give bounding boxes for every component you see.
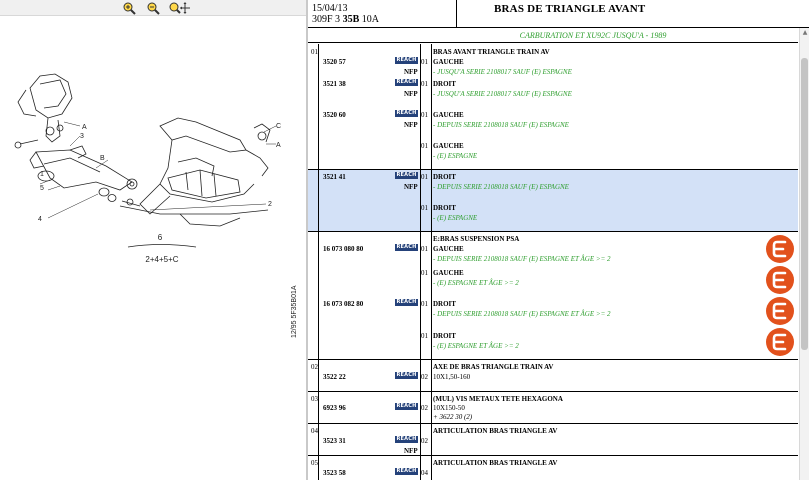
page-header — [308, 0, 809, 28]
nfp-label: NFP — [404, 447, 418, 455]
reach-button[interactable]: REACH — [396, 57, 417, 63]
table-row-selected[interactable]: 3521 41 REACH NFP 01 DROIT - DEPUIS SERIE 2108018 SAUF (E) ESPAGNE 01 DROIT - (E) ESPAGNE — [308, 170, 798, 232]
reach-button[interactable]: REACH — [396, 436, 417, 442]
callout-label: 2 — [268, 201, 272, 208]
zoom-toolbar — [0, 0, 306, 16]
group-title: ARTICULATION BRAS TRIANGLE AV — [433, 427, 558, 435]
reach-button[interactable]: REACH — [396, 172, 417, 178]
table-row: 01 BRAS AVANT TRIANGLE TRAIN AV 3520 57 REACH NFP 01 GAUCHE - JUSQU'A SERIE 2108017 SAUF (E) ESPAGNE 3521 38 REACH NFP 01 DROIT - JUSQU'A SERIE 2108017 SAUF (E) ESPAGNE 3520 60 REACH NFP 01 GAUCHE - DEPUIS SERIE 2108018 SAUF (E) ESPAGNE 01 GAUCHE - (E) ESPAGNE — [308, 44, 798, 170]
reach-button[interactable]: REACH — [396, 403, 417, 409]
header-date: 15/04/13 — [312, 3, 348, 14]
part-ref[interactable]: 16 073 082 80 — [323, 300, 364, 308]
header-code: 309F 3 35B 10A — [312, 14, 379, 25]
reach-button[interactable]: REACH — [396, 110, 417, 116]
part-ref[interactable]: 3523 58 — [323, 469, 346, 477]
nfp-label: NFP — [404, 90, 418, 98]
callout-label: A — [82, 124, 87, 131]
e-catalog-icon[interactable] — [766, 297, 794, 325]
zoom-in-icon[interactable] — [122, 1, 138, 15]
table-row: 05 ARTICULATION BRAS TRIANGLE AV 3523 58 REACH 04 — [308, 456, 798, 480]
e-catalog-icon[interactable] — [766, 235, 794, 263]
part-ref[interactable]: 3521 41 — [323, 173, 346, 181]
legend-number: 6 — [157, 233, 163, 242]
diagram-pane — [0, 0, 308, 480]
reach-button[interactable]: REACH — [396, 244, 417, 250]
table-row: E:BRAS SUSPENSION PSA 16 073 080 80 REACH 01 GAUCHE - DEPUIS SERIE 2108018 SAUF (E) ESPAGNE ET ÂGE >= 2 01 GAUCHE - (E) ESPAGNE ET ÂGE >= 2 16 073 082 80 REACH 01 DROIT - DEPUIS SERIE 2108018 SAUF (E) ESPAGNE ET ÂGE >= 2 01 DROIT - (E) ESPAGNE ET ÂGE >= 2 — [308, 232, 798, 360]
group-title: AXE DE BRAS TRIANGLE TRAIN AV — [433, 363, 554, 371]
group-title: BRAS AVANT TRIANGLE TRAIN AV — [433, 48, 550, 56]
nfp-label: NFP — [404, 68, 418, 76]
diagram-code: 12/95 5F35B01A — [291, 285, 298, 338]
callout-label: B — [100, 155, 105, 162]
group-title: (MUL) VIS METAUX TETE HEXAGONA — [433, 395, 563, 403]
nfp-label: NFP — [404, 121, 418, 129]
reach-button[interactable]: REACH — [396, 79, 417, 85]
legend-formula: 2+4+5+C — [145, 255, 179, 264]
vertical-scrollbar[interactable] — [799, 28, 809, 480]
page-title: BRAS DE TRIANGLE AVANT — [494, 3, 646, 15]
part-ref[interactable]: 3520 57 — [323, 58, 346, 66]
group-title: ARTICULATION BRAS TRIANGLE AV — [433, 459, 558, 467]
part-ref[interactable]: 6923 96 — [323, 404, 346, 412]
table-row: 03 (MUL) VIS METAUX TETE HEXAGONA 6923 96 REACH 02 10X150-50 + 3622 30 (2) — [308, 392, 798, 424]
table-row: 02 AXE DE BRAS TRIANGLE TRAIN AV 3522 22 REACH 02 10X1,50-160 — [308, 360, 798, 392]
nfp-label: NFP — [404, 183, 418, 191]
callout-label: 5 — [40, 185, 44, 192]
part-ref[interactable]: 3521 38 — [323, 80, 346, 88]
table-row: 04 ARTICULATION BRAS TRIANGLE AV 3523 31 REACH NFP 02 — [308, 424, 798, 456]
part-ref[interactable]: 16 073 080 80 — [323, 245, 364, 253]
part-ref[interactable]: 3520 60 — [323, 111, 346, 119]
callout-label: 1 — [40, 171, 44, 178]
callout-label: C — [276, 123, 282, 130]
section-subtitle: CARBURATION ET XU92C JUSQU'A - 1989 — [308, 29, 798, 43]
reach-button[interactable]: REACH — [396, 468, 417, 474]
reach-button[interactable]: REACH — [396, 372, 417, 378]
zoom-pan-icon[interactable] — [168, 1, 190, 15]
callout-label: A — [276, 142, 281, 149]
header-separator — [456, 0, 457, 28]
group-title: E:BRAS SUSPENSION PSA — [433, 235, 520, 243]
e-catalog-icon[interactable] — [766, 328, 794, 356]
reach-button[interactable]: REACH — [396, 299, 417, 305]
callout-label: 4 — [38, 216, 42, 223]
parts-list-pane — [308, 0, 809, 480]
zoom-out-icon[interactable] — [146, 1, 162, 15]
e-catalog-icon[interactable] — [766, 266, 794, 294]
parts-table — [308, 28, 809, 480]
exploded-parts-diagram — [0, 18, 306, 480]
part-ref[interactable]: 3522 22 — [323, 373, 346, 381]
callout-label: 3 — [80, 133, 84, 140]
scrollbar-thumb[interactable] — [801, 58, 808, 350]
scroll-up-icon[interactable]: ▲ — [802, 29, 808, 36]
part-ref[interactable]: 3523 31 — [323, 437, 346, 445]
